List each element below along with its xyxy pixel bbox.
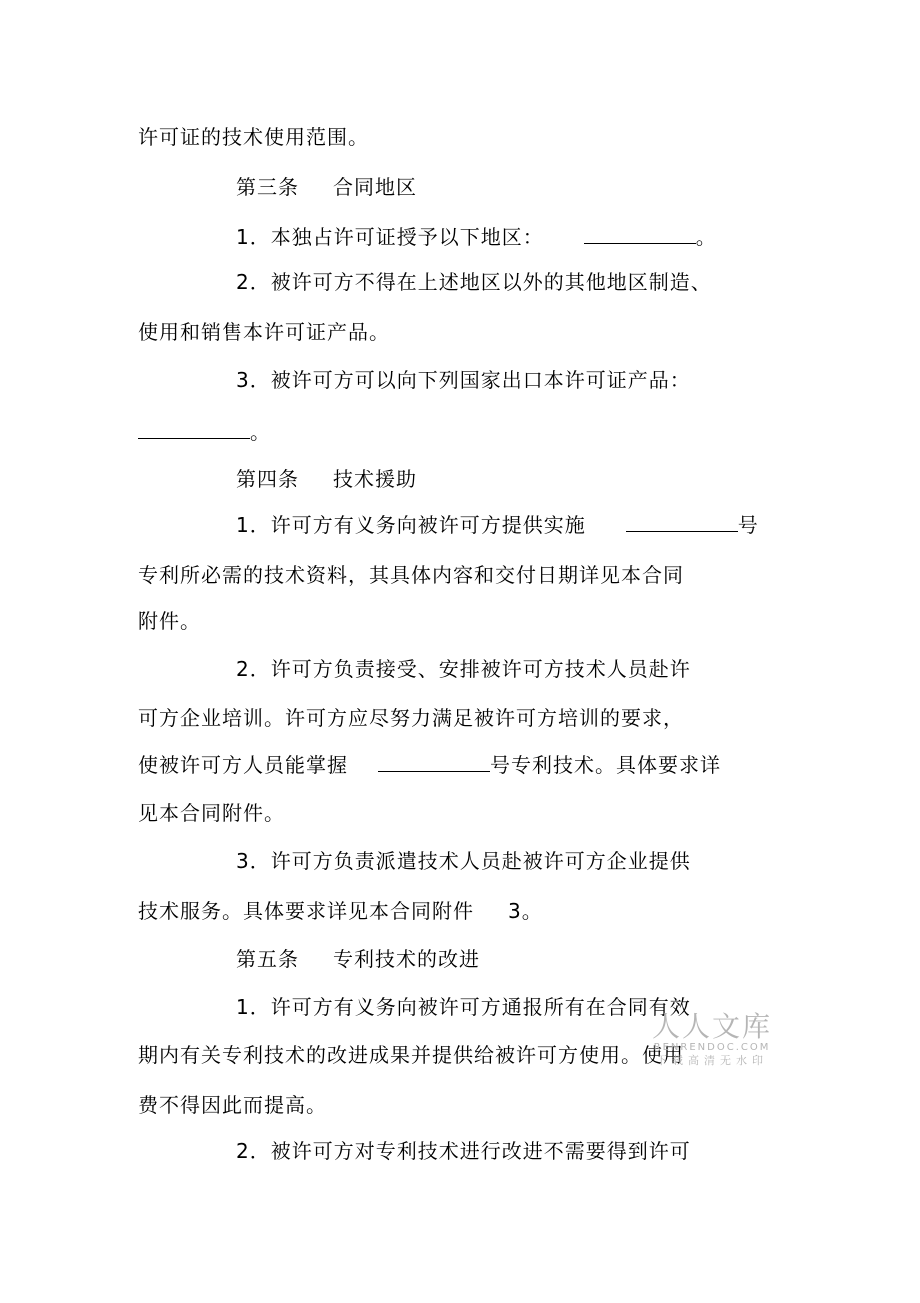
article-number: 第四条: [236, 467, 299, 491]
text-line: 3．被许可方可以向下列国家出口本许可证产品：: [236, 368, 691, 392]
clause-text: 使被许可方人员能掌握: [138, 753, 348, 777]
text-line: 2．许可方负责接受、安排被许可方技术人员赴许: [236, 657, 691, 681]
text-line: [138, 418, 271, 445]
article-title: 合同地区: [333, 175, 417, 199]
fill-in-blank: [138, 418, 250, 439]
text-line: 使用和销售本许可证产品。: [138, 320, 390, 344]
watermark-tagline: 下载高清无水印: [656, 1054, 768, 1067]
text-line: 1．许可方有义务向被许可方通报所有在合同有效: [236, 995, 691, 1019]
text-line: 费不得因此而提高。: [138, 1093, 327, 1117]
watermark: [648, 1012, 776, 1067]
clause-text: 号: [737, 513, 759, 537]
text-line: [138, 751, 721, 778]
text-line: 见本合同附件。: [138, 801, 285, 825]
clause-text: 1．许可方有义务向被许可方提供实施: [236, 513, 586, 537]
fill-in-blank: [626, 511, 738, 532]
article-title: 专利技术的改进: [333, 947, 480, 971]
article-title: 技术援助: [333, 467, 417, 491]
text-line: 专利所必需的技术资料，其具体内容和交付日期详见本合同: [138, 563, 684, 587]
article-number: 第五条: [236, 947, 299, 971]
fill-in-blank: [584, 223, 696, 244]
fill-in-blank: [378, 751, 490, 772]
article-number: 第三条: [236, 175, 299, 199]
article-5-heading: [236, 946, 480, 972]
clause-text: 号专利技术。具体要求详: [490, 753, 721, 777]
watermark-logo-text: 人人文库: [651, 1010, 772, 1043]
clause-text: 技术服务。具体要求详见本合同附件: [138, 899, 474, 923]
text-line: 许可证的技术使用范围。: [138, 125, 369, 149]
text-line: 3．许可方负责派遣技术人员赴被许可方企业提供: [236, 849, 691, 873]
punctuation: 。: [250, 420, 271, 444]
text-line: [236, 223, 717, 250]
punctuation: 。: [695, 225, 717, 249]
text-line: 可方企业培训。许可方应尽努力满足被许可方培训的要求，: [138, 706, 684, 730]
article-4-heading: [236, 466, 417, 492]
text-line: 附件。: [138, 609, 201, 633]
article-3-heading: [236, 174, 417, 200]
text-line: [236, 511, 759, 538]
text-line: 期内有关专利技术的改进成果并提供给被许可方使用。使用: [138, 1043, 684, 1067]
text-line: 2．被许可方不得在上述地区以外的其他地区制造、: [236, 270, 712, 294]
text-line: [138, 898, 543, 924]
clause-text: 3。: [508, 899, 543, 923]
watermark-domain: RENRENDOC.COM: [653, 1042, 771, 1053]
text-line: 2．被许可方对专利技术进行改进不需要得到许可: [236, 1139, 691, 1163]
clause-text: 1．本独占许可证授予以下地区：: [236, 225, 544, 249]
